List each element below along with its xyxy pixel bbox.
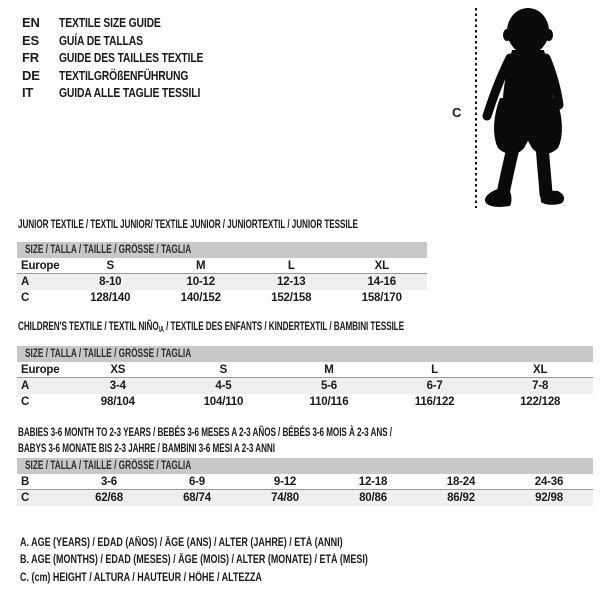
children-size-table xyxy=(17,346,593,410)
lang-row-en xyxy=(22,14,239,32)
lang-title: TEXTILE SIZE GUIDE xyxy=(59,15,161,31)
language-title-list xyxy=(22,14,239,102)
footnote-a: A. AGE (YEARS) / EDAD (AÑOS) / ÂGE (ANS) / ALTER (JAHRE) / ETÀ (ANNI) xyxy=(20,536,343,549)
lang-code: EN xyxy=(22,15,40,31)
babies-table-title-line1: BABIES 3-6 MONTH TO 2-3 YEARS / BEBÉS 3-6 MESES A 2-3 AÑOS / BÉBÉS 3-6 MOIS À 2-3 ANS / xyxy=(18,425,392,439)
size-header-bar: SIZE / TALLA / TAILLE / GRÖSSE / TAGLIA xyxy=(17,458,593,474)
children-table-title: CHILDREN'S TEXTILE / TEXTIL $NIÑO_{/A}$ / TEXTILE DES ENFANTS / KINDERTEXTIL / BAMBINI TESSILE xyxy=(18,319,404,334)
lang-title: TEXTILGRÖßENFÜHRUNG xyxy=(59,67,189,83)
lang-title: GUIDA ALLE TAGLIE TESSILI xyxy=(59,85,201,101)
table-row: A 8-10 10-12 12-13 14-16 xyxy=(17,274,427,290)
size-header-bar: SIZE / TALLA / TAILLE / GRÖSSE / TAGLIA xyxy=(17,346,593,362)
lang-row-de xyxy=(22,67,239,85)
table-row: C 62/68 68/74 74/80 80/86 86/92 92/98 xyxy=(17,490,593,506)
lang-code: ES xyxy=(22,32,39,48)
table-row: C 128/140 140/152 152/158 158/170 xyxy=(21,292,402,304)
lang-title: GUIDE DES TAILLES TEXTILE xyxy=(59,50,204,66)
lang-code: FR xyxy=(22,50,39,66)
footnote-b: B. AGE (MONTHS) / EDAD (MESES) / ÂGE (MOIS) / ALTER (MONATE) / ETÀ (MESI) xyxy=(20,554,368,567)
table-row: Europe S M L XL xyxy=(17,258,427,274)
junior-size-table xyxy=(17,242,427,306)
junior-table-title: JUNIOR TEXTILE / TEXTIL JUNIOR/ TEXTILE JUNIOR / JUNIORTEXTIL / JUNIOR TESSILE xyxy=(18,217,358,231)
lang-row-fr xyxy=(22,49,239,67)
baby-silhouette-icon xyxy=(478,5,578,207)
footnote-c: C. (cm) HEIGHT / ALTURA / HAUTEUR / HÖHE / ALTEZZA xyxy=(20,571,262,584)
table-row: C 98/104 104/110 110/116 116/122 122/128 xyxy=(21,396,561,408)
lang-code: DE xyxy=(22,67,40,83)
lang-title: GUÍA DE TALLAS xyxy=(59,32,143,48)
lang-row-it xyxy=(22,84,239,102)
table-row: A 3-4 4-5 5-6 6-7 7-8 xyxy=(17,378,593,394)
lang-row-es xyxy=(22,32,239,50)
size-header-bar: SIZE / TALLA / TAILLE / GRÖSSE / TAGLIA xyxy=(17,242,427,258)
babies-table-title-line2: BABYS 3-6 MONATE BIS 2-3 JAHRE / BAMBINI 3-6 MESI A 2-3 ANNI xyxy=(18,441,275,455)
height-dotted-line xyxy=(475,8,477,208)
table-row: B 3-6 6-9 9-12 12-18 18-24 24-36 xyxy=(17,474,593,490)
table-row: Europe XS S M L XL xyxy=(17,362,593,378)
height-c-label: C xyxy=(452,105,462,120)
legend-footnotes xyxy=(20,534,466,587)
lang-code: IT xyxy=(22,85,34,101)
babies-size-table xyxy=(17,458,593,506)
